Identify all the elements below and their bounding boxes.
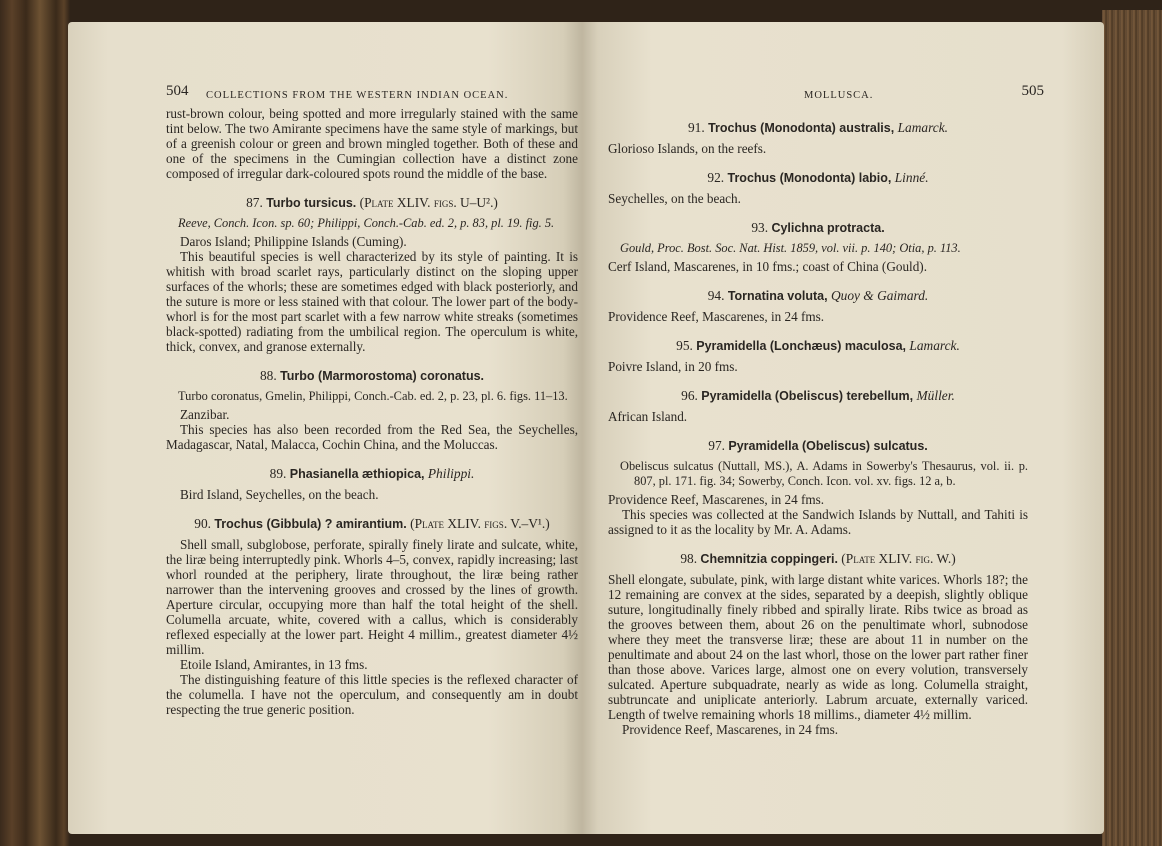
entry-90-heading: 90. Trochus (Gibbula) ? amirantium. (Plate XLIV. figs. V.–V¹.) [194, 516, 550, 531]
entry-97-heading: 97. Pyramidella (Obeliscus) sulcatus. [708, 438, 928, 453]
entry-88-locality: Zanzibar. [180, 407, 230, 422]
entry-97-reference: Obeliscus sulcatus (Nuttall, MS.), A. Adams in Sowerby's Thesaurus, vol. ii. p. 807, pl. 171. fig. 34; Sowerby, Conch. Icon. vol. xv. figs. 12 a, b. [620, 459, 1028, 488]
entry-95-heading: 95. Pyramidella (Lonchæus) maculosa, Lamarck. [676, 338, 960, 353]
entry-93-locality: Cerf Island, Mascarenes, in 10 fms.; coast of China (Gould). [608, 259, 927, 274]
entry-98-locality: Providence Reef, Mascarenes, in 24 fms. [622, 722, 839, 737]
entry-97-locality: Providence Reef, Mascarenes, in 24 fms. [608, 492, 825, 507]
entry-97-remark: This species was collected at the Sandwich Islands by Nuttall, and Tahiti is assigned to it as the locality by Mr. A. Adams. [608, 507, 1028, 537]
entry-87-reference: Reeve, Conch. Icon. sp. 60; Philippi, Conch.-Cab. ed. 2, p. 83, pl. 19. fig. 5. [178, 216, 555, 230]
entry-96-heading: 96. Pyramidella (Obeliscus) terebellum, Müller. [681, 388, 955, 403]
entry-95-locality: Poivre Island, in 20 fms. [608, 359, 738, 374]
running-title: MOLLUSCA. [804, 90, 874, 101]
entry-93-heading: 93. Cylichna protracta. [751, 220, 885, 235]
entry-88-reference: Turbo coronatus, Gmelin, Philippi, Conch.-Cab. ed. 2, p. 23, pl. 6. figs. 11–13. [178, 389, 568, 403]
entry-98-description: Shell elongate, subulate, pink, with large distant white varices. Whorls 18?; the 12 remaining are convex at the sides, separated by a deepish, slightly oblique suture, longitudinally finely ribbed and spirally lirate. Ribs twice as broad as the grooves between them, about 26 on the penultimate whorl, subnodose where they meet the transverse liræ; these are about 11 in number on the penultimate and about 24 on the last whorl, those on the lower part rather finer than those above. Varices large, almost one on every volution, transversely sulcated. Aperture subquadrate, nearly as wide as long. Columella straight, subtruncate and uniplicate anteriorly. Labrum arcuate, externally variced. Length of twelve remaining whorls 18 millims., diameter 4½ millim. [608, 572, 1028, 722]
entry-89-heading: 89. Phasianella æthiopica, Philippi. [269, 466, 475, 481]
entry-91-locality: Glorioso Islands, on the reefs. [608, 141, 767, 156]
entry-91-heading: 91. Trochus (Monodonta) australis, Lamarck. [687, 120, 949, 135]
entry-90-locality: Etoile Island, Amirantes, in 13 fms. [180, 657, 368, 672]
right-page-content [608, 83, 1044, 737]
entry-90-remark: The distinguishing feature of this little species is the reflexed character of the columella. I have not the operculum, and consequently am in doubt respecting the true generic position. [166, 672, 578, 717]
entry-88-description: This species has also been recorded from the Red Sea, the Seychelles, Madagascar, Natal, Malacca, Cochin China, and the Moluccas. [166, 422, 578, 452]
entry-90-description: Shell small, subglobose, perforate, spirally finely lirate and sulcate, white, the liræ being interruptedly pink. Whorls 4–5, convex, rapidly increasing; last whorl rounded at the periphery, lirate throughout, the liræ being rather narrower than the intervening grooves and crossed by the lines of growth. Aperture circular, occupying more than half the total height of the shell. Columella arcuate, white, covered with a callus, which is considerably reflexed especially at the lower part. Height 4 millim., greatest diameter 4½ millim. [166, 537, 578, 657]
running-head [608, 83, 1044, 106]
running-title: COLLECTIONS FROM THE WESTERN INDIAN OCEAN. [206, 90, 509, 101]
entry-93-reference: Gould, Proc. Bost. Soc. Nat. Hist. 1859, vol. vii. p. 140; Otia, p. 113. [620, 241, 961, 255]
entry-94-heading: 94. Tornatina voluta, Quoy & Gaimard. [707, 288, 929, 303]
entry-92-heading: 92. Trochus (Monodonta) labio, Linné. [707, 170, 929, 185]
page-edges [1102, 10, 1162, 846]
entry-89-locality: Bird Island, Seychelles, on the beach. [180, 487, 379, 502]
left-page [68, 22, 582, 834]
entry-94-locality: Providence Reef, Mascarenes, in 24 fms. [608, 309, 825, 324]
page-number: 504 [166, 83, 189, 99]
entry-87-description: This beautiful species is well characterized by its style of painting. It is whitish with broad scarlet rays, particularly distinct on the sloping upper surfaces of the whorls; these are sometimes edged with black posteriorly, and the suture is more or less stained with that colour. The lower part of the body-whorl is for the most part scarlet with a few narrow white streaks (sometimes black-spotted) radiating from the umbilical region. The operculum is white, thick, convex, and granose externally. [166, 249, 578, 354]
entry-88-heading: 88. Turbo (Marmorostoma) coronatus. [259, 368, 485, 383]
entry-98-heading: 98. Chemnitzia coppingeri. (Plate XLIV. fig. W.) [680, 551, 956, 566]
entry-87-locality: Daros Island; Philippine Islands (Cuming). [180, 234, 407, 249]
running-head [166, 84, 578, 106]
left-page-content [166, 84, 578, 717]
entry-96-locality: African Island. [608, 409, 688, 424]
entry-87-heading: 87. Turbo tursicus. (Plate XLIV. figs. U–U².) [246, 195, 498, 210]
right-page [582, 22, 1104, 834]
entry-92-locality: Seychelles, on the beach. [608, 191, 741, 206]
page-number: 505 [1021, 83, 1044, 99]
continuation-text: rust-brown colour, being spotted and more irregularly stained with the same tint below. The two Amirante specimens have the same style of markings, but of a greenish colour or green and brown mingled together. Both of these and one of the specimens in the Cumingian collection have a distinct zone composed of irregular dark-coloured spots round the middle of the base. [166, 106, 578, 181]
